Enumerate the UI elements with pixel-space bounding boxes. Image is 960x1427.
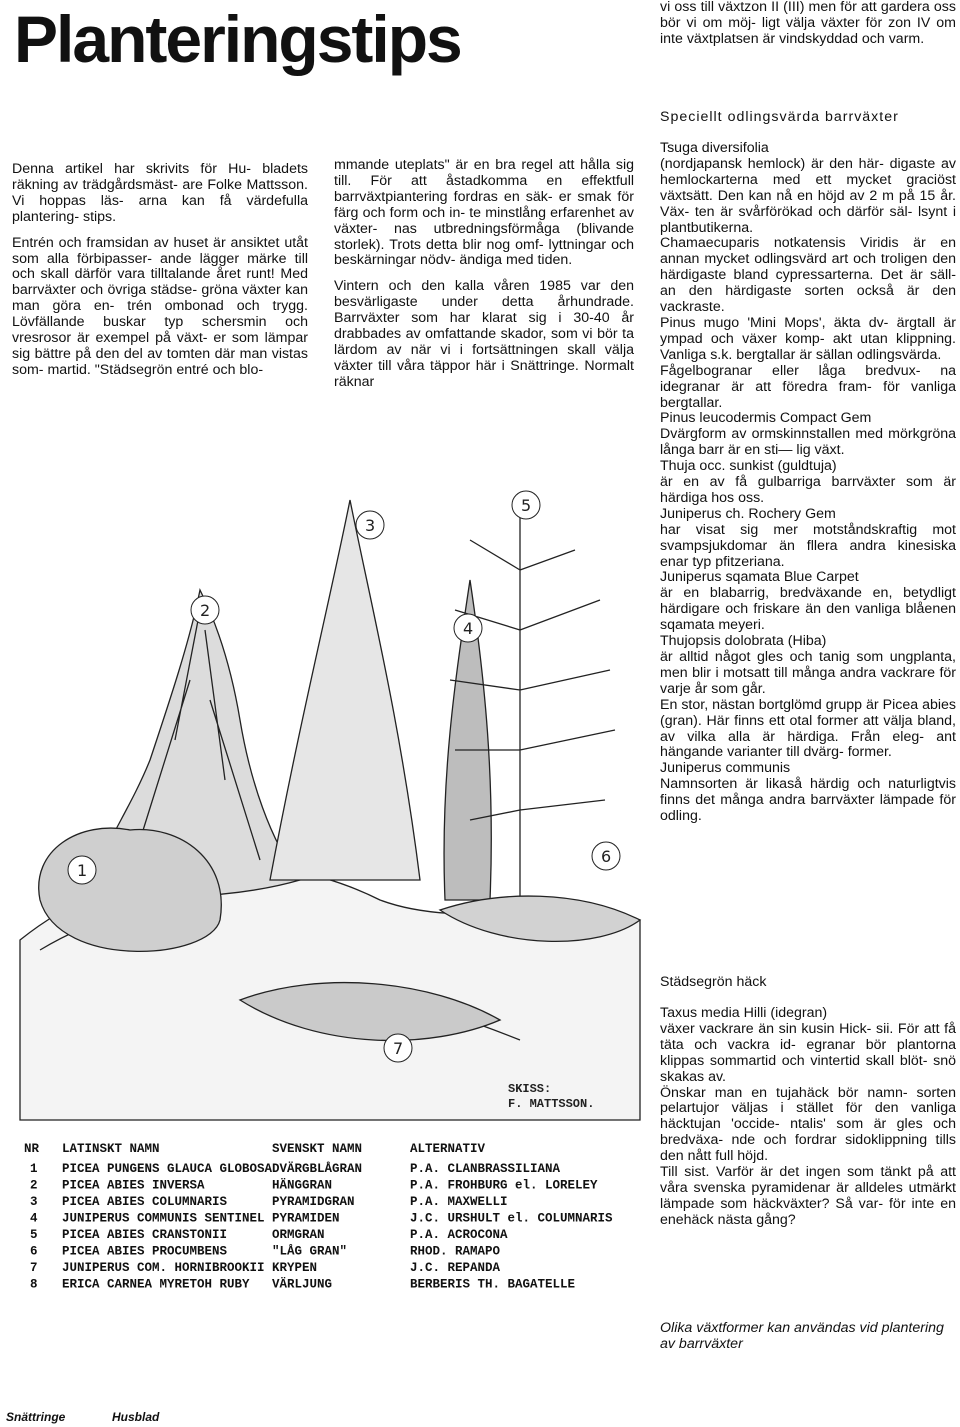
plant-text: Chamaecuparis notkatensis Viridis är en annan mycket odlingsvärd art och troligen den härdigaste bland cypressarterna. Det är säll- an den härdigaste sorten också är den vackraste. <box>660 235 956 316</box>
table-cell: VÄRLJUNG <box>272 1277 333 1292</box>
paragraph: Vintern och den kalla våren 1985 var den besvärligaste under detta århundrade. Barrväxter som har klarat sig i 30-40 år drabbades av omfattande skador, som vi bör ta lärdom av när vi i fortsättningen skall välja växter till våra täppor här i Snättringe. Normalt räknar <box>334 278 634 390</box>
table-cell: PICEA ABIES CRANSTONII <box>62 1228 228 1242</box>
table-cell: J.C. URSHULT el. COLUMNARIS <box>410 1211 613 1226</box>
table-cell: HÄNGGRAN <box>272 1178 333 1193</box>
table-cell: PICEA ABIES PROCUMBENS <box>62 1244 228 1259</box>
table-cell: P.A. MAXWELLI <box>410 1195 508 1209</box>
plant-name: Juniperus communis <box>660 760 791 777</box>
section-heading: Speciellt odlingsvärda barrväxter <box>660 109 899 125</box>
plant-text: Namnsorten är likaså härdig och naturligtvis finns det många andra barrväxter lämpade för odling. <box>660 776 956 825</box>
plant-text: Önskar man en tujahäck bör namn- sorten pelartujor väljas i stället för den vanliga häcktujan 'occide- ntalis' som är gles och bredväxa- nde och fordrar sidoklippning tills den nått full höjd. <box>660 1084 956 1165</box>
table-header-latin: LATINSKT NAMN <box>62 1142 160 1156</box>
page-title: Planteringstips <box>14 2 461 76</box>
table-cell: 4 <box>30 1211 38 1226</box>
footer-right: Husblad <box>112 1410 160 1424</box>
plant-text: Dvärgform av ormskinnstallen med mörkgröna långa barr är en sti— lig växt. <box>660 426 956 459</box>
intro-continued: vi oss till växtzon II (III) men för att gardera oss bör vi om möj- ligt välja växter för zon IV om inte växtplatsen är vindskyddad och varm. <box>660 0 956 47</box>
table-cell: PYRAMIDGRAN <box>272 1195 355 1209</box>
plant-text: Fågelbogranar eller låga bredvux- na idegranar är att föredra fram- för vanliga bergtallar. <box>660 362 956 411</box>
table-cell: P.A. CLANBRASSILIANA <box>410 1162 561 1176</box>
sketch-drawing <box>20 500 640 1120</box>
plant-name: Thujopsis dolobrata (Hiba) <box>660 633 827 650</box>
plant-name: Pinus leucodermis Compact Gem <box>660 410 872 427</box>
plant-name: Thuja occ. sunkist (guldtuja) <box>660 458 837 475</box>
number-3: 3 <box>365 516 376 535</box>
plant-text: är en blabarrig, bredväxande en, betydligt härdigare och friskare än den vanliga blåenen sqamata meyeri. <box>660 585 956 634</box>
number-7: 7 <box>393 1039 404 1058</box>
plant-name: Juniperus sqamata Blue Carpet <box>660 569 859 586</box>
paragraph: Entrén och framsidan av huset är ansiktet utåt som alla förbipasser- ande lägger märke till och skall därför vara tilltalande året runt! Med barrväxter och övriga städse- gröna växter kan man göra en- trén ombonad och trygg. Lövfällande buskar typ schersmin och vresrosor är exempel på växt- er som lämpar sig bättre på den del av tomten där man vistas som- martid. "Städsegrön entré och blo- <box>12 234 308 378</box>
conifer-sketch <box>0 480 648 1360</box>
table-cell: 6 <box>30 1244 38 1259</box>
table-cell: 3 <box>30 1195 38 1209</box>
table-cell: 7 <box>30 1261 38 1275</box>
table-cell: ORMGRAN <box>272 1228 325 1242</box>
table-header-nr: NR <box>24 1142 40 1156</box>
table-cell: DVÄRGBLÅGRAN <box>272 1162 363 1176</box>
plant-text: växer vackrare än sin kusin Hick- sii. För att få täta och vackra id- egranar bör plantorna klippas sommartid och vintertid skall blöt- snö skakas av. <box>660 1020 956 1085</box>
number-1: 1 <box>77 861 88 880</box>
table-cell: JUNIPERUS COM. HORNIBROOKII <box>62 1261 265 1275</box>
plant-text: har visat sig mer motståndskraftig mot svampsjukdomar än fllera andra kinesiska enar typ pfitzeriana. <box>660 521 956 570</box>
table-cell: P.A. ACROCONA <box>410 1228 508 1242</box>
plant-name: Taxus media Hilli (idegran) <box>660 1005 828 1021</box>
table-cell: PICEA ABIES INVERSA <box>62 1178 205 1193</box>
column-2 <box>334 158 634 401</box>
plant-text: är en av få gulbarriga barrväxter som är härdiga hos oss. <box>660 474 956 506</box>
plant-text: Till sist. Varför är det ingen som tänkt på att våra svenska pyramidenar är alldeles utmärkt lämpade som häckväxter? Så var- för inte en enehäck nästa gång? <box>660 1164 956 1228</box>
plant-text: (nordjapansk hemlock) är den här- digaste av hemlockarterna med ett mycket graciöst växtsätt. Den kan nå en höjd av 2 m på 15 år. Väx- ten är svårförökad och därför säl- lsynt i plantbutikerna. <box>660 155 956 236</box>
column-3 <box>660 141 956 825</box>
table-cell: PICEA ABIES COLUMNARIS <box>62 1195 228 1209</box>
number-4: 4 <box>463 619 474 638</box>
table-cell: PICEA PUNGENS GLAUCA GLOBOSA <box>62 1162 273 1176</box>
table-cell: BERBERIS TH. BAGATELLE <box>410 1277 576 1292</box>
table-cell: 8 <box>30 1277 38 1292</box>
number-6: 6 <box>601 847 612 866</box>
paragraph: Denna artikel har skrivits för Hu- bladets räkning av trädgårdsmäst- are Folke Mattsson. Vi hoppas läs- arna kan få värdefulla plantering- stips. <box>12 161 308 225</box>
plant-text: är alltid något gles och tanig som ungplanta, men blir i motsatt till många andra vackrare för varje år som går. <box>660 649 956 697</box>
number-5: 5 <box>521 496 532 515</box>
plant-table <box>24 1142 613 1292</box>
column-1 <box>12 162 308 389</box>
table-cell: J.C. REPANDA <box>410 1261 501 1275</box>
paragraph: mmande uteplats" är en bra regel att hålla sig till. För att åstadkomma en effektfull barrväxtpiantering fordras en säk- er smak för färg och form och in- te minstlång erfarenhet av växter- nas utbredningsförmåga (blivande storlek). Trots detta blir nog omf- lyttningar och beskärningar nödv- ändiga med tiden. <box>334 157 634 269</box>
signature-line-2: F. MATTSSON. <box>508 1097 595 1111</box>
table-header-swedish: SVENSKT NAMN <box>272 1142 363 1156</box>
signature-line-1: SKISS: <box>508 1082 552 1096</box>
table-cell: ERICA CARNEA MYRETOH RUBY <box>62 1277 250 1292</box>
table-cell: "LÅG GRAN" <box>272 1244 348 1259</box>
hedge-section <box>660 1006 956 1229</box>
caption: Olika växtformer kan användas vid plantering av barrväxter <box>660 1320 944 1352</box>
plant-name: Juniperus ch. Rochery Gem <box>660 505 836 522</box>
table-cell: RHOD. RAMAPO <box>410 1244 501 1259</box>
table-cell: 2 <box>30 1178 38 1193</box>
hedge-heading: Städsegrön häck <box>660 974 767 990</box>
table-cell: 1 <box>30 1162 38 1176</box>
number-2: 2 <box>200 601 211 620</box>
table-header-alternative: ALTERNATIV <box>410 1142 486 1156</box>
plant-text: En stor, nästan bortglömd grupp är Picea abies (gran). Här finns ett otal former att välja bland, av vilka alla är härdiga. Från eleg- ant hängande varianter till dvärg- former. <box>660 696 956 761</box>
table-cell: JUNIPERUS COMMUNIS SENTINEL <box>62 1211 265 1226</box>
table-cell: KRYPEN <box>272 1261 318 1275</box>
table-cell: P.A. FROHBURG el. LORELEY <box>410 1178 598 1193</box>
footer-left: Snättringe <box>6 1410 66 1424</box>
table-cell: PYRAMIDEN <box>272 1211 340 1226</box>
plant-name: Tsuga diversifolia <box>660 140 769 156</box>
table-cell: 5 <box>30 1228 38 1242</box>
plant-text: Pinus mugo 'Mini Mops', äkta dv- ärgtall är ympad och växer komp- akt utan klippning. Vanliga s.k. bergtallar är sällan odlingsvärda. <box>660 314 956 363</box>
